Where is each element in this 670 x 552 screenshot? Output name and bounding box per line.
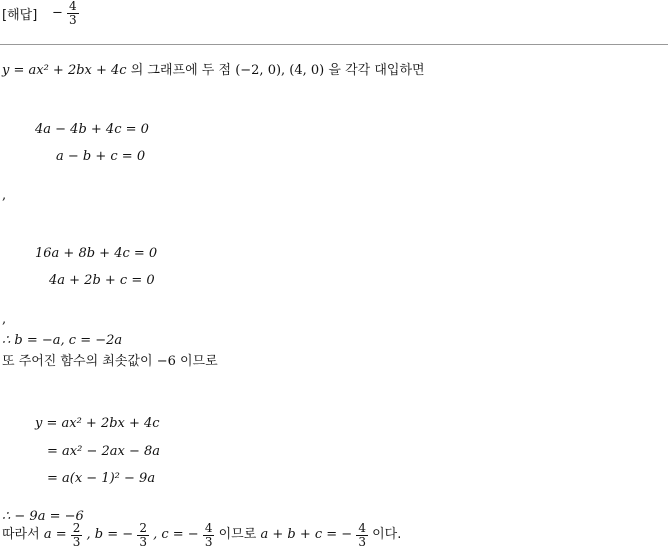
final-sum-label: a + b + c = − bbox=[260, 527, 353, 542]
comma-1: , bbox=[2, 188, 7, 203]
answer-sign: − bbox=[52, 5, 63, 21]
divider bbox=[0, 44, 668, 45]
final-a-numerator: 2 bbox=[72, 520, 81, 535]
final-sum-fraction bbox=[356, 522, 368, 549]
derivation-line-1: y = ax² + 2bx + 4c bbox=[35, 416, 160, 431]
minimum-line bbox=[2, 354, 218, 370]
final-line bbox=[2, 519, 401, 552]
derivation-line-3: = a(x − 1)² − 9a bbox=[47, 471, 156, 486]
minimum-value: −6 bbox=[156, 354, 176, 369]
result-1: ∴ b = −a, c = −2a bbox=[2, 333, 123, 348]
intro-equation: y = ax² + 2bx + 4c bbox=[2, 63, 127, 78]
answer-fraction bbox=[67, 0, 79, 27]
system2-eq1: 16a + 8b + 4c = 0 bbox=[35, 246, 158, 261]
derivation-line-2: = ax² − 2ax − 8a bbox=[47, 444, 161, 459]
final-suffix: 이다. bbox=[372, 527, 402, 542]
final-c-denominator: 3 bbox=[204, 534, 213, 549]
final-sum-numerator: 4 bbox=[358, 520, 366, 535]
intro-line bbox=[2, 63, 425, 79]
comma-2: , bbox=[2, 312, 7, 327]
result-2: ∴ − 9a = −6 bbox=[2, 509, 84, 524]
final-mid: 이므로 bbox=[218, 527, 257, 542]
final-a-fraction bbox=[71, 522, 83, 549]
final-a-denominator: 3 bbox=[72, 534, 81, 549]
final-c-numerator: 4 bbox=[204, 520, 213, 535]
system1-eq1: 4a − 4b + 4c = 0 bbox=[35, 122, 149, 137]
intro-text: 의 그래프에 두 점 bbox=[130, 63, 232, 78]
intro-text-2: 을 각각 대입하면 bbox=[328, 63, 425, 78]
final-b-label: , b = − bbox=[86, 527, 134, 542]
minimum-text-2: 이므로 bbox=[180, 354, 218, 369]
answer-numerator: 4 bbox=[69, 0, 77, 13]
final-c-label: , c = − bbox=[153, 527, 199, 542]
final-c-fraction bbox=[203, 522, 215, 549]
intro-points: (−2, 0), (4, 0) bbox=[235, 63, 325, 78]
system2-eq2: 4a + 2b + c = 0 bbox=[49, 273, 155, 288]
minimum-text: 또 주어진 함수의 최솟값이 bbox=[2, 354, 153, 369]
system1-eq2: a − b + c = 0 bbox=[56, 149, 146, 164]
final-prefix: 따라서 bbox=[2, 527, 40, 542]
answer-denominator: 3 bbox=[69, 13, 77, 27]
answer-value bbox=[52, 0, 79, 27]
final-a-label: a = bbox=[43, 527, 67, 542]
final-b-numerator: 2 bbox=[139, 520, 147, 535]
final-sum-denominator: 3 bbox=[358, 534, 366, 549]
final-b-fraction bbox=[137, 522, 149, 549]
answer-label: [해답] bbox=[2, 8, 38, 23]
final-b-denominator: 3 bbox=[139, 534, 147, 549]
